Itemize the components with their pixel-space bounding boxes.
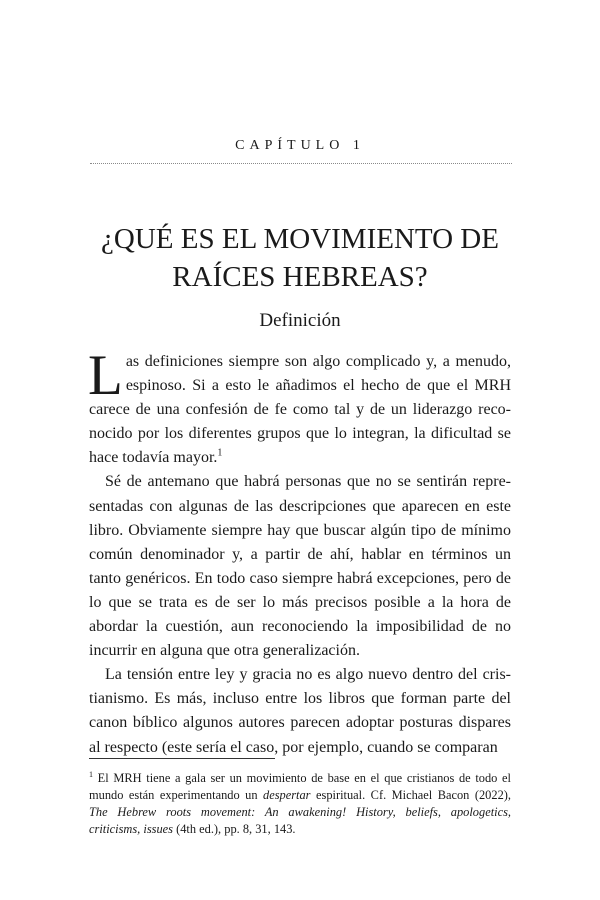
footnote-number: 1 [89,769,93,779]
chapter-divider [90,163,512,164]
paragraph-1 [88,344,511,470]
body-text [88,344,511,760]
chapter-label: CAPÍTULO 1 [235,138,365,153]
chapter-title [60,220,540,296]
drop-cap: L [88,344,123,407]
footnote-text-1: El MRH tiene a gala ser un movimiento de base en el que cristianos de todo el mundo están experimentando un [89,771,511,802]
footnote-text-2: espiritual. Cf. Michael Bacon (2022), [310,787,511,802]
footnote-book-title: The Hebrew roots movement: An awakening! History, beliefs, apologetics, criticisms, issues [89,804,511,836]
footnote [89,770,511,838]
footnote-emphasis: despertar [263,787,311,802]
paragraph-1-text: as definiciones siempre son algo complicado y, a menudo, espinoso. Si a esto le añadimos el hecho de que el MRH carece de una confesión de fe como tal y de un liderazgo reconocido por los diferentes grupos que lo integran, la dificultad se hace todavía mayor. [89,353,511,467]
chapter-title-line-1: ¿QUÉ ES EL MOVIMIENTO DE [101,223,499,255]
footnote-divider [89,758,275,759]
footnote-text-3: (4th ed.), pp. 8, 31, 143. [172,821,296,836]
section-heading: Definición [259,310,341,331]
footnote-reference[interactable]: 1 [217,448,223,460]
paragraph-3: La tensión entre ley y gracia no es algo nuevo dentro del cristianismo. Es más, incluso entre los libros que forman parte del canon bíblico algunos autores parecen adoptar posturas dispares al respecto (este sería el caso, por ejemplo, cuando se comparan [89,666,511,756]
paragraph-2: Sé de antemano que habrá personas que no se sentirán representadas con algunas de las descripciones que aparecen en este libro. Obviamente siempre hay que buscar algún tipo de mínimo común denominador y, a partir de ahí, hablar en términos un tanto genéricos. En todo caso siempre habrá excepciones, pero de lo que se trata es de ser lo más precisos posible a la hora de abordar la cuestión, aun reconociendo la imposibilidad de no incurrir en alguna que otra generalización. [89,473,511,660]
chapter-title-line-2: RAÍCES HEBREAS? [172,261,428,293]
